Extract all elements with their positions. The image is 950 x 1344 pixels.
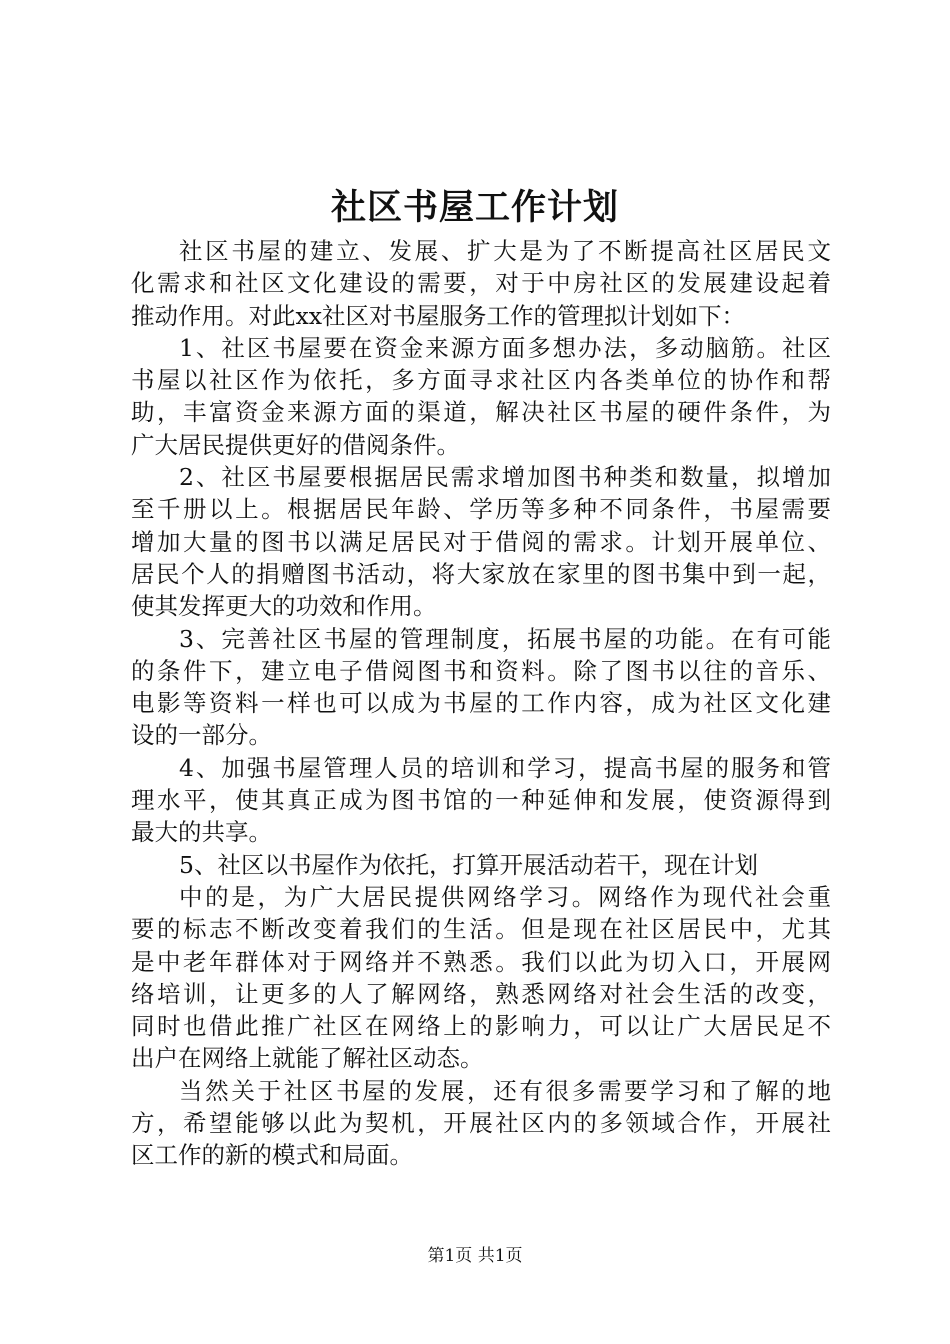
body-line: 化需求和社区文化建设的需要，对于中房社区的发展建设起着 [131,269,831,298]
body-line: 方，希望能够以此为契机，开展社区内的多领域合作，开展社 [131,1109,831,1138]
body-line: 络培训，让更多的人了解网络，熟悉网络对社会生活的改变， [131,979,831,1008]
body-line: 中的是，为广大居民提供网络学习。网络作为现代社会重 [179,882,831,911]
body-line: 是中老年群体对于网络并不熟悉。我们以此为切入口，开展网 [131,947,831,976]
body-line: 居民个人的捐赠图书活动，将大家放在家里的图书集中到一起， [131,559,831,588]
body-line: 出户在网络上就能了解社区动态。 [131,1044,484,1073]
body-line: 的条件下，建立电子借阅图书和资料。除了图书以往的音乐、 [131,656,831,685]
body-line: 1、社区书屋要在资金来源方面多想办法，多动脑筋。社区 [179,333,831,362]
body-line: 社区书屋的建立、发展、扩大是为了不断提高社区居民文 [179,237,831,265]
page-footer: 第1页 共1页 [427,1246,523,1266]
body-line: 3、完善社区书屋的管理制度，拓展书屋的功能。在有可能 [179,624,831,653]
document-body [131,235,831,1172]
body-line: 4、加强书屋管理人员的培训和学习，提高书屋的服务和管 [179,753,831,782]
body-line: 2、社区书屋要根据居民需求增加图书种类和数量，拟增加 [179,463,831,492]
body-line: 书屋以社区作为依托，多方面寻求社区内各类单位的协作和帮 [131,366,831,395]
body-line: 至千册以上。根据居民年龄、学历等多种不同条件，书屋需要 [131,495,831,524]
body-line: 设的一部分。 [131,721,272,750]
body-line: 要的标志不断改变着我们的生活。但是现在社区居民中，尤其 [131,915,831,944]
body-line: 增加大量的图书以满足居民对于借阅的需求。计划开展单位、 [131,527,831,556]
body-line: 最大的共享。 [131,818,272,847]
body-line: 当然关于社区书屋的发展，还有很多需要学习和了解的地 [179,1076,831,1105]
body-line: 助，丰富资金来源方面的渠道，解决社区书屋的硬件条件，为 [131,398,831,427]
body-line: 5、社区以书屋作为依托，打算开展活动若干，现在计划 [179,850,758,879]
body-line: 同时也借此推广社区在网络上的影响力，可以让广大居民足不 [131,1012,831,1041]
body-line: 推动作用。对此xx社区对书屋服务工作的管理拟计划如下： [131,301,746,330]
body-line: 使其发挥更大的功效和作用。 [131,592,437,621]
body-line: 理水平，使其真正成为图书馆的一种延伸和发展，使资源得到 [131,786,831,815]
body-line: 广大居民提供更好的借阅条件。 [131,430,460,459]
document-title: 社区书屋工作计划 [330,187,619,228]
body-line: 区工作的新的模式和局面。 [131,1141,413,1170]
body-line: 电影等资料一样也可以成为书屋的工作内容，成为社区文化建 [131,689,831,718]
